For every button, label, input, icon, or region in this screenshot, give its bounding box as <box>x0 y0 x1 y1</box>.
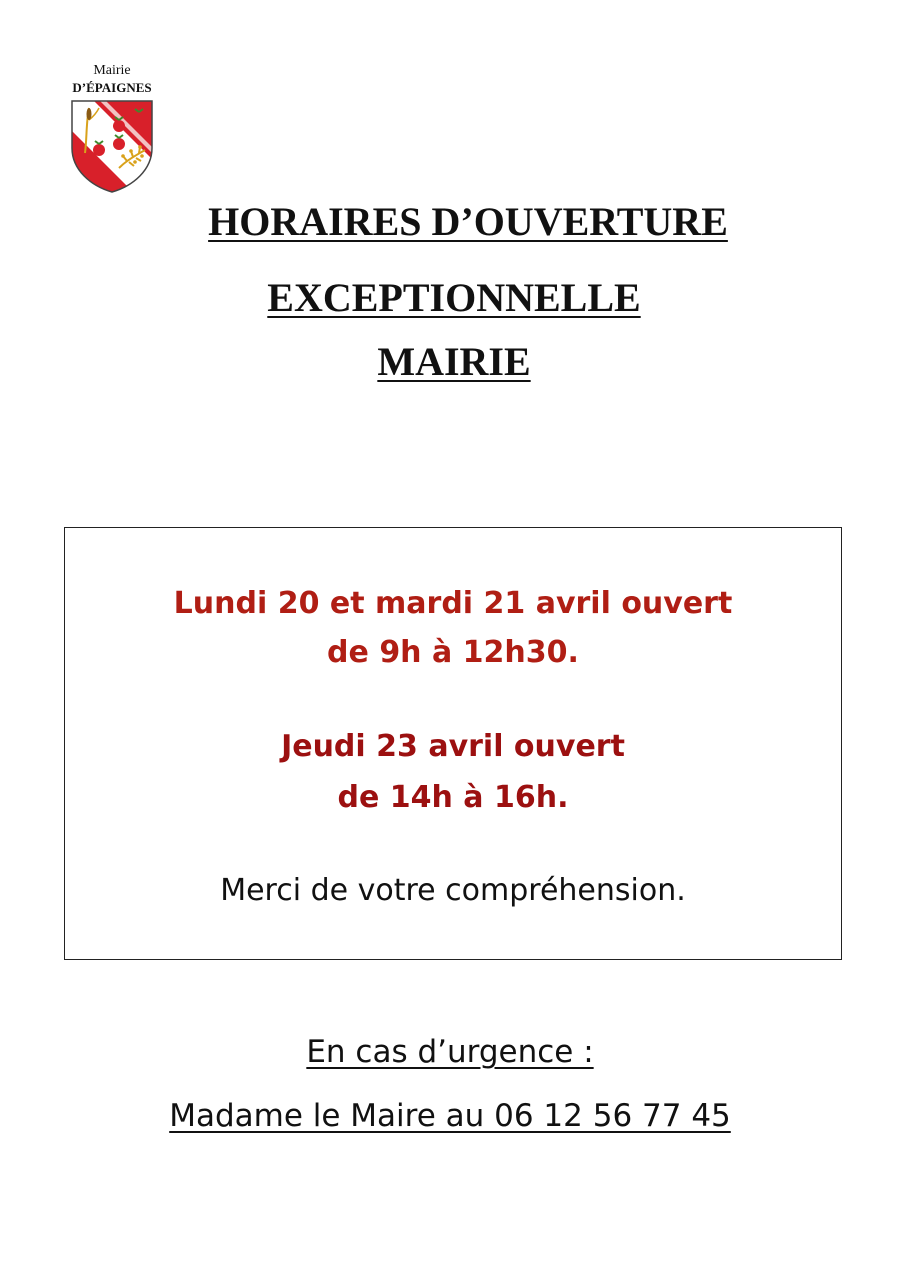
notice-box <box>64 527 842 960</box>
title-line-horaires <box>18 198 900 246</box>
notice-line-afternoon-hours: de 14h à 16h. <box>337 780 569 815</box>
title-line-exceptionnelle <box>4 274 900 322</box>
notice-line-monday-tuesday: Lundi 20 et mardi 21 avril ouvert <box>173 586 733 621</box>
coat-of-arms-icon <box>69 98 155 194</box>
notice-line-thanks: Merci de votre compréhension. <box>220 873 686 908</box>
notice-line-thursday: Jeudi 23 avril ouvert <box>281 729 625 764</box>
title-line-mairie <box>4 338 900 386</box>
footer-urgency-heading <box>0 1032 900 1072</box>
title-text-2: EXCEPTIONNELLE <box>267 275 641 320</box>
logo-line-town: D’ÉPAIGNES <box>72 80 152 95</box>
notice-line-morning-hours: de 9h à 12h30. <box>327 635 579 670</box>
logo-line-mairie: Mairie <box>93 63 131 78</box>
footer-text-1: En cas d’urgence : <box>306 1034 594 1070</box>
mairie-logo <box>62 62 162 194</box>
title-text-1: HORAIRES D’OUVERTURE <box>208 199 728 244</box>
footer-text-2: Madame le Maire au 06 12 56 77 45 <box>169 1098 731 1134</box>
title-text-3: MAIRIE <box>377 339 531 384</box>
footer-mayor-phone <box>0 1096 900 1136</box>
